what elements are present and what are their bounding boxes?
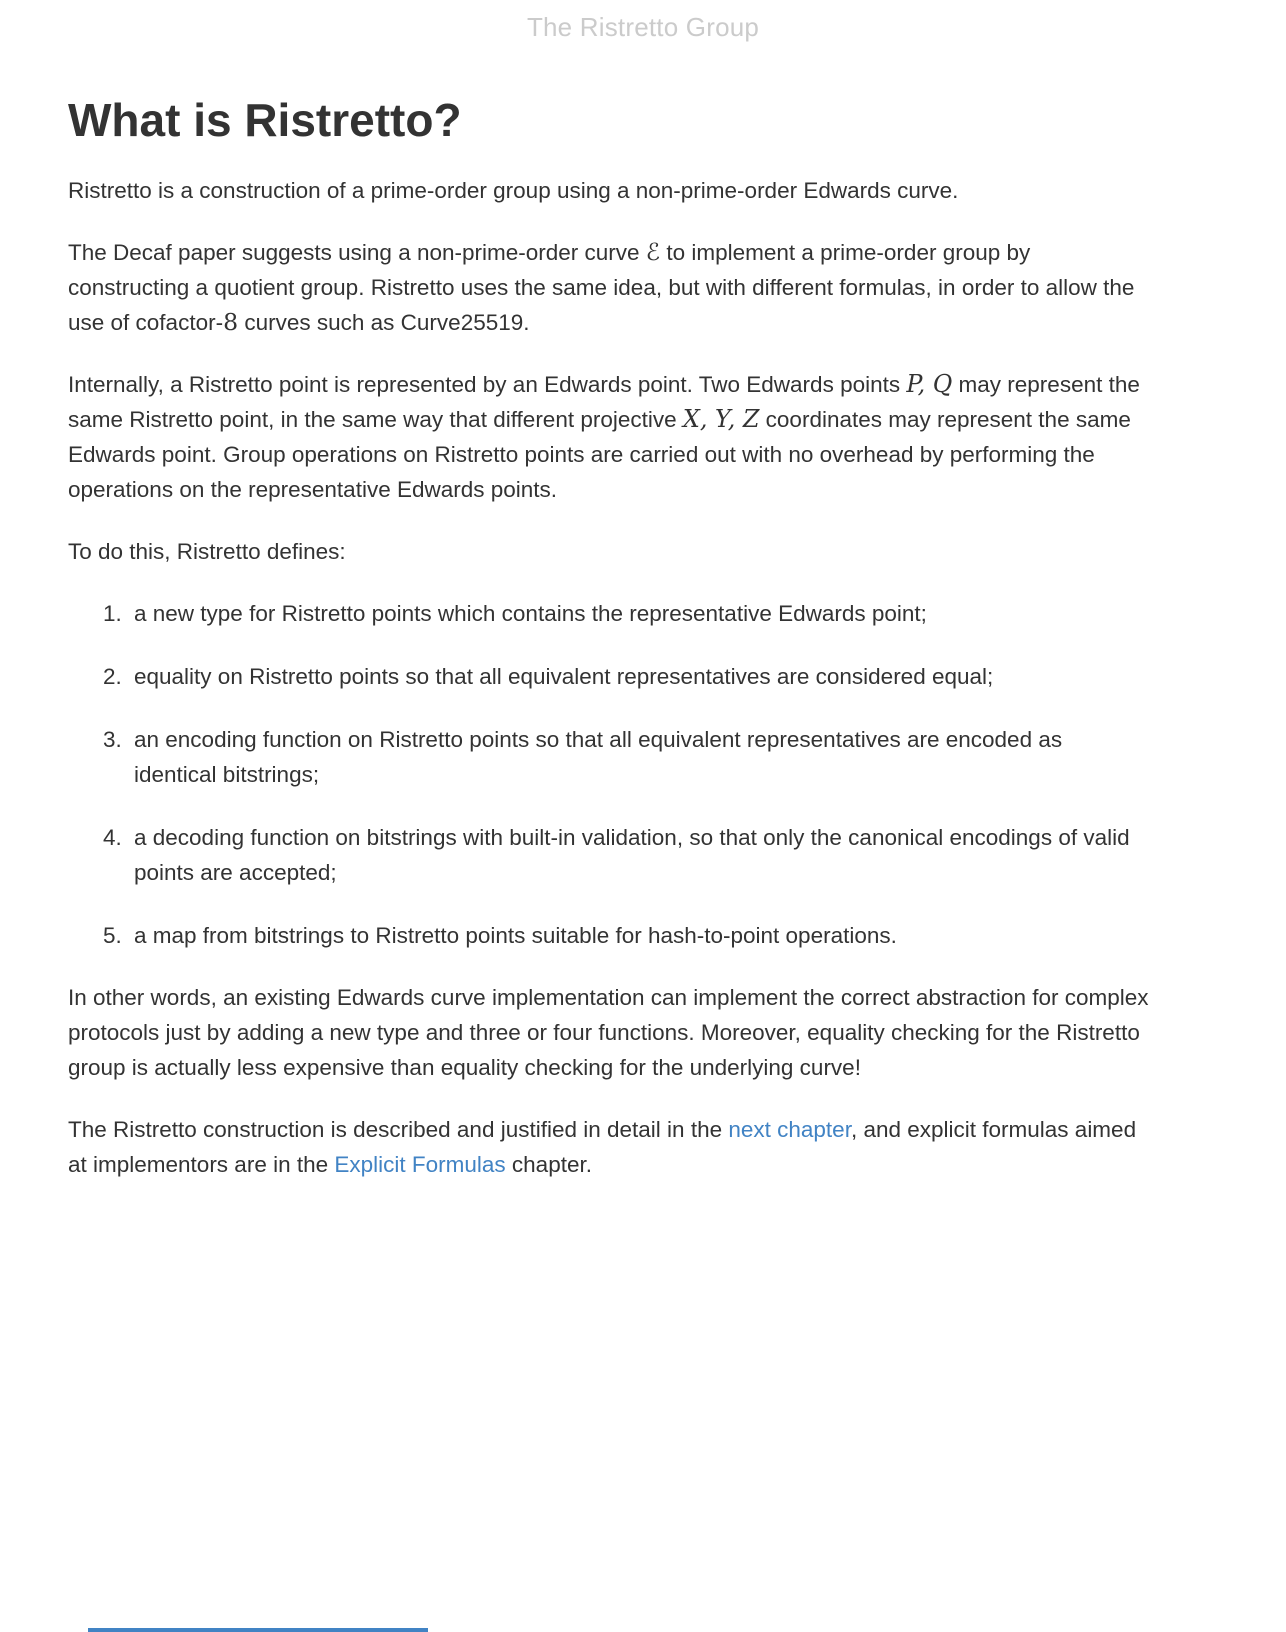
list-item: 1. a new type for Ristretto points which contains the representative Edwards point; — [128, 596, 1150, 631]
list-item: 4. a decoding function on bitstrings with built-in validation, so that only the canonical encodings of valid points are accepted; — [128, 820, 1150, 890]
paragraph-decaf-text-b: to implement a prime-order group by constructing a quotient group. Ristretto uses the same idea, but with different formulas, in order to allow the use of cofactor- — [68, 239, 1135, 335]
page-title: What is Ristretto? — [68, 94, 462, 146]
paragraph-decaf-text-c: curves such as Curve25519. — [238, 309, 530, 335]
paragraph-summary — [68, 980, 1150, 1085]
list-item: 2. equality on Ristretto points so that all equivalent representatives are considered equal; — [128, 659, 1150, 694]
bottom-blue-bar — [88, 1628, 428, 1632]
paragraph-decaf — [68, 235, 1150, 340]
chapter-header-title: The Ristretto Group — [526, 12, 760, 42]
paragraph-defines-lead — [68, 534, 1150, 569]
next-chapter-link[interactable]: next chapter — [728, 1116, 851, 1142]
explicit-formulas-link[interactable]: Explicit Formulas — [334, 1151, 506, 1177]
math-curve-symbol: ℰ — [645, 237, 661, 266]
paragraph-defines-lead-text: To do this, Ristretto defines: — [68, 538, 346, 564]
paragraph-summary-text: In other words, an existing Edwards curve implementation can implement the correct abstraction for complex protocols just by adding a new type and three or four functions. Moreover, equality checking for the Ristretto group is actually less expensive than equality checking for the underlying curve! — [68, 984, 1149, 1080]
math-coords-xyz: X, Y, Z — [682, 404, 760, 433]
paragraph-references-text-a: The Ristretto construction is described and justified in detail in the — [68, 1116, 729, 1142]
paragraph-representation — [68, 367, 1150, 507]
article-content — [0, 95, 1286, 1182]
paragraph-representation-text-b: may represent the same Ristretto point, in the same way that different projective — [68, 371, 1140, 432]
list-item: 3. an encoding function on Ristretto points so that all equivalent representatives are encoded as identical bitstrings; — [128, 722, 1150, 792]
math-cofactor-eight: 8 — [223, 307, 239, 336]
paragraph-representation-text-c: coordinates may represent the same Edwards point. Group operations on Ristretto points are carried out with no overhead by performing the operations on the representative Edwards points. — [68, 406, 1131, 502]
paragraph-references-text-b: , and explicit formulas aimed at implementors are in the — [68, 1116, 1137, 1177]
paragraph-intro — [68, 173, 1150, 208]
paragraph-decaf-text-a: The Decaf paper suggests using a non-prime-order curve — [68, 239, 646, 265]
list-item: 5. a map from bitstrings to Ristretto points suitable for hash-to-point operations. — [128, 918, 1150, 953]
paragraph-intro-text: Ristretto is a construction of a prime-order group using a non-prime-order Edwards curve. — [68, 177, 959, 203]
paragraph-references-text-c: chapter. — [505, 1151, 592, 1177]
paragraph-references — [68, 1112, 1150, 1182]
math-points-pq: P, Q — [906, 369, 953, 398]
defines-list — [68, 596, 1150, 953]
paragraph-representation-text-a: Internally, a Ristretto point is represented by an Edwards point. Two Edwards points — [68, 371, 907, 397]
